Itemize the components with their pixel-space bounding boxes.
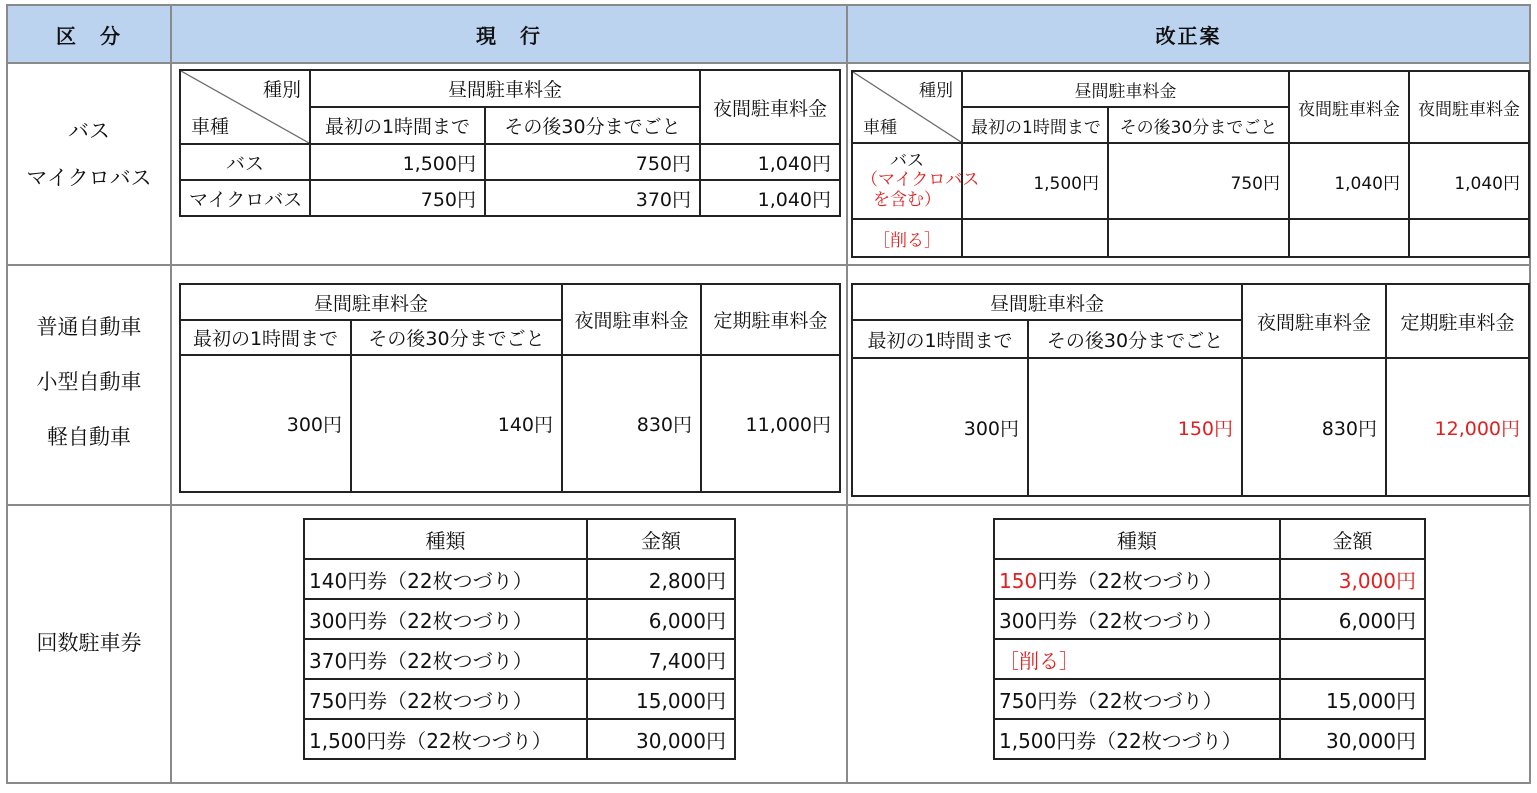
empty-cell bbox=[962, 219, 1108, 257]
first-hour-header: 最初の1時間まで bbox=[180, 320, 351, 355]
divider-h1 bbox=[6, 62, 1531, 64]
type-cell: バス bbox=[180, 144, 310, 180]
header-category: 区 分 bbox=[8, 6, 170, 62]
day-fee-header: 昼間駐車料金 bbox=[962, 71, 1289, 107]
per30-header: その後30分までごと bbox=[1108, 107, 1289, 143]
coupon-type-cell: 300円券（22枚つづり） bbox=[304, 599, 587, 639]
divider-v1 bbox=[170, 4, 172, 784]
coupon-amount-cell: 6,000円 bbox=[587, 599, 735, 639]
coupon-type-cell: 1,500円券（22枚つづり） bbox=[304, 719, 587, 759]
type-cell bbox=[852, 143, 980, 219]
car-current-table bbox=[179, 283, 841, 493]
season-fee-header: 定期駐車料金 bbox=[1386, 284, 1529, 358]
corner-bottom-label: 車種 bbox=[191, 116, 230, 138]
night-cell: 1,040円 bbox=[700, 180, 840, 216]
empty-cell bbox=[1289, 219, 1409, 257]
coupon-type-cell: 750円券（22枚つづり） bbox=[994, 679, 1280, 719]
coupon-type-cell: 140円券（22枚つづり） bbox=[304, 559, 587, 599]
first-hour-header: 最初の1時間まで bbox=[310, 107, 485, 144]
coupon-current-table bbox=[303, 518, 736, 760]
car-proposal-table bbox=[851, 283, 1530, 497]
season-cell: 11,000円 bbox=[701, 355, 840, 492]
amount-header: 金額 bbox=[1280, 519, 1425, 559]
night-fee-header: 夜間駐車料金 bbox=[1409, 71, 1529, 143]
coupon-type-cell: 1,500円券（22枚つづり） bbox=[994, 719, 1280, 759]
night-cell: 830円 bbox=[562, 355, 701, 492]
corner-top-label: 種別 bbox=[262, 79, 301, 101]
changed-value: 150 bbox=[999, 568, 1038, 593]
empty-cell bbox=[1280, 639, 1425, 679]
night-fee-header: 夜間駐車料金 bbox=[700, 70, 840, 144]
amount-header: 金額 bbox=[587, 519, 735, 559]
coupon-type-cell: 750円券（22枚つづり） bbox=[304, 679, 587, 719]
type-note: （マイクロバス bbox=[861, 170, 980, 191]
per30-header: その後30分までごと bbox=[485, 107, 700, 144]
per30-header: その後30分までごと bbox=[351, 320, 562, 355]
night-cell: 830円 bbox=[1242, 358, 1386, 496]
type-cell: マイクロバス bbox=[180, 180, 310, 216]
first-cell: 300円 bbox=[180, 355, 351, 492]
type-header: 種類 bbox=[994, 519, 1280, 559]
first-cell: 750円 bbox=[310, 180, 485, 216]
per30-cell: 370円 bbox=[485, 180, 700, 216]
per30-cell: 150円 bbox=[1028, 358, 1242, 496]
coupon-amount-cell: 30,000円 bbox=[587, 719, 735, 759]
per30-header: その後30分までごと bbox=[1028, 320, 1242, 358]
day-fee-header: 昼間駐車料金 bbox=[310, 70, 700, 107]
coupon-amount-cell: 7,400円 bbox=[587, 639, 735, 679]
per30-cell: 750円 bbox=[485, 144, 700, 180]
coupon-proposal-table bbox=[993, 518, 1426, 760]
night-cell: 1,040円 bbox=[1289, 143, 1409, 219]
night-fee-header: 夜間駐車料金 bbox=[1242, 284, 1386, 358]
per30-cell: 140円 bbox=[351, 355, 562, 492]
divider-h2 bbox=[6, 264, 1531, 266]
season-cell: 12,000円 bbox=[1386, 358, 1529, 496]
night-cell: 1,040円 bbox=[1409, 143, 1529, 219]
deleted-cell: ［削る］ bbox=[852, 219, 962, 257]
bus-label: バス bbox=[68, 119, 110, 143]
type-note: を含む） bbox=[873, 189, 941, 210]
small-car-label: 小型自動車 bbox=[36, 370, 142, 395]
night-fee-header: 夜間駐車料金 bbox=[1289, 71, 1409, 143]
night-cell: 1,040円 bbox=[700, 144, 840, 180]
divider-h3 bbox=[6, 504, 1531, 506]
normal-car-label: 普通自動車 bbox=[36, 315, 142, 339]
first-cell: 1,500円 bbox=[962, 143, 1108, 219]
type-label: バス bbox=[890, 150, 924, 171]
microbus-label: マイクロバス bbox=[26, 166, 152, 191]
first-cell: 1,500円 bbox=[310, 144, 485, 180]
corner-top-label: 種別 bbox=[919, 81, 953, 101]
corner-cell bbox=[852, 71, 962, 143]
type-header: 種類 bbox=[304, 519, 587, 559]
per30-cell: 750円 bbox=[1108, 143, 1289, 219]
header-current: 現 行 bbox=[172, 6, 846, 62]
night-fee-header: 夜間駐車料金 bbox=[562, 284, 701, 355]
corner-cell bbox=[180, 70, 310, 144]
coupon-amount-cell: 15,000円 bbox=[587, 679, 735, 719]
empty-cell bbox=[1108, 219, 1289, 257]
row-label-coupon: 回数駐車券 bbox=[36, 631, 142, 655]
coupon-amount-cell: 6,000円 bbox=[1280, 599, 1425, 639]
row-label-car bbox=[8, 316, 170, 449]
divider-v2 bbox=[846, 4, 848, 784]
day-fee-header: 昼間駐車料金 bbox=[852, 284, 1242, 320]
coupon-amount-cell: 2,800円 bbox=[587, 559, 735, 599]
coupon-amount-cell: 15,000円 bbox=[1280, 679, 1425, 719]
header-proposal: 改正案 bbox=[848, 6, 1529, 62]
corner-bottom-label: 車種 bbox=[863, 118, 897, 138]
light-car-label: 軽自動車 bbox=[47, 425, 131, 450]
coupon-type-cell: 300円券（22枚つづり） bbox=[994, 599, 1280, 639]
coupon-type-cell: 370円券（22枚つづり） bbox=[304, 639, 587, 679]
row-label-bus bbox=[8, 120, 170, 190]
coupon-amount-cell: 30,000円 bbox=[1280, 719, 1425, 759]
deleted-cell: ［削る］ bbox=[994, 639, 1280, 679]
season-fee-header: 定期駐車料金 bbox=[701, 284, 840, 355]
first-cell: 300円 bbox=[852, 358, 1028, 496]
coupon-type-cell bbox=[994, 559, 1280, 599]
empty-cell bbox=[1409, 219, 1529, 257]
day-fee-header: 昼間駐車料金 bbox=[180, 284, 562, 320]
coupon-amount-cell: 3,000円 bbox=[1280, 559, 1425, 599]
coupon-type-rest: 円券（22枚つづり） bbox=[1037, 568, 1223, 593]
bus-proposal-table bbox=[851, 70, 1530, 258]
bus-current-table bbox=[179, 69, 841, 217]
first-hour-header: 最初の1時間まで bbox=[852, 320, 1028, 358]
first-hour-header: 最初の1時間まで bbox=[962, 107, 1108, 143]
